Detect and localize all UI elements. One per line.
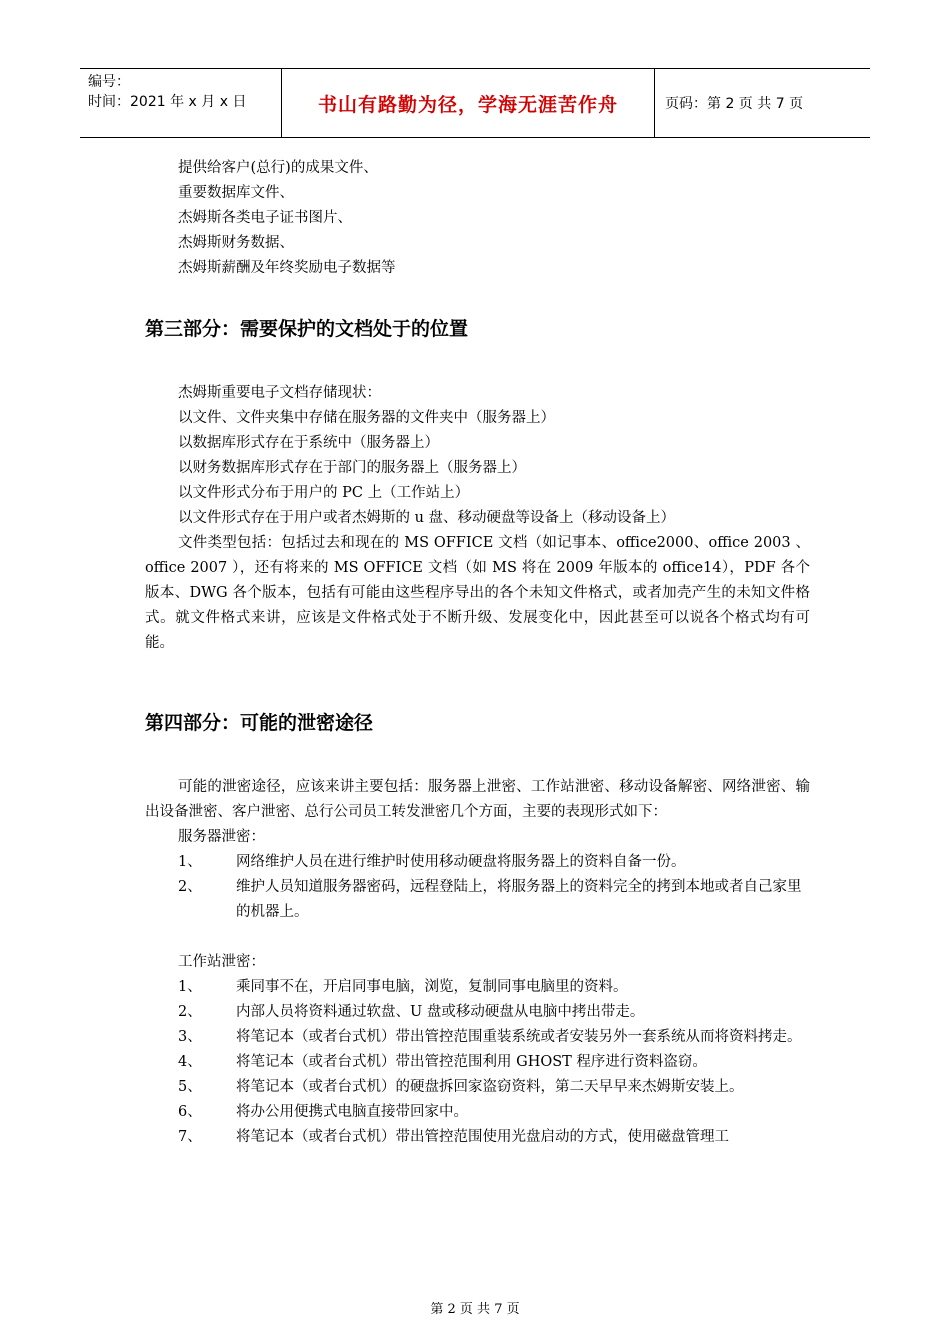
list-item [145, 1075, 810, 1100]
page-footer: 第 2 页 共 7 页 [430, 1302, 520, 1317]
number-label: 编号： [88, 74, 130, 90]
section3-line: 以财务数据库形式存在于部门的服务器上（服务器上） [178, 460, 526, 476]
intro-list [145, 156, 810, 281]
list-item-text: 将办公用便携式电脑直接带回家中。 [236, 1104, 468, 1120]
list-item-text: 将笔记本（或者台式机）的硬盘拆回家盗窃资料，第二天早早来杰姆斯安装上。 [236, 1079, 744, 1095]
list-item-text: 维护人员知道服务器密码，远程登陆上，将服务器上的资料完全的拷到本地或者自己家里的机器上。 [236, 879, 802, 920]
list-item-text: 将笔记本（或者台式机）带出管控范围重装系统或者安装另外一套系统从而将资料拷走。 [236, 1029, 802, 1045]
workstation-leak-title: 工作站泄密： [178, 954, 265, 970]
intro-line: 杰姆斯各类电子证书图片、 [178, 210, 352, 226]
section3-line: 以文件形式存在于用户或者杰姆斯的 u 盘、移动硬盘等设备上（移动设备上） [178, 510, 676, 526]
list-item-text: 将笔记本（或者台式机）带出管控范围利用 GHOST 程序进行资料盗窃。 [236, 1054, 707, 1070]
header-motto: 书山有路勤为径，学海无涯苦作舟 [282, 69, 655, 137]
section4-paragraph: 可能的泄密途径，应该来讲主要包括：服务器上泄密、工作站泄密、移动设备解密、网络泄密、输出设备泄密、客户泄密、总行公司员工转发泄密几个方面，主要的表现形式如下： [145, 779, 810, 820]
section3-body [145, 381, 810, 656]
list-item [145, 1025, 810, 1050]
list-item [145, 1125, 810, 1150]
section3-title: 第三部分：需要保护的文档处于的位置 [145, 318, 469, 340]
intro-line: 提供给客户(总行)的成果文件、 [178, 160, 378, 176]
section3-line: 杰姆斯重要电子文档存储现状： [178, 385, 381, 401]
section3-line: 以文件、文件夹集中存储在服务器的文件夹中（服务器上） [178, 410, 555, 426]
list-item-number: 2、 [178, 1004, 202, 1020]
list-item-number: 2、 [178, 879, 202, 895]
document-body [145, 156, 810, 1150]
page-header [80, 68, 870, 138]
header-meta [80, 69, 282, 137]
list-item-number: 5、 [178, 1079, 202, 1095]
list-item-number: 3、 [178, 1029, 202, 1045]
intro-line: 杰姆斯财务数据、 [178, 235, 294, 251]
list-item [145, 975, 810, 1000]
section3-line: 以数据库形式存在于系统中（服务器上） [178, 435, 439, 451]
section3-line: 以文件形式分布于用户的 PC 上（工作站上） [178, 485, 470, 501]
header-page-info: 页码：第 2 页 共 7 页 [665, 96, 804, 112]
server-leak-title: 服务器泄密： [178, 829, 265, 845]
list-item [145, 875, 810, 925]
list-item-number: 6、 [178, 1104, 202, 1120]
list-item-number: 1、 [178, 854, 202, 870]
section4-title: 第四部分：可能的泄密途径 [145, 712, 374, 734]
list-item [145, 1050, 810, 1075]
list-item-number: 7、 [178, 1129, 202, 1145]
list-item-text: 网络维护人员在进行维护时使用移动硬盘将服务器上的资料自备一份。 [236, 854, 686, 870]
section3-paragraph: 文件类型包括：包括过去和现在的 MS OFFICE 文档（如记事本、office2000、office 2003 、 office 2007 ），还有将来的 MS OFFICE 文档（如 MS 将在 2009 年版本的 office14），PDF 各个版本、DWG 各个版本，包括有可能由这些程序导出的各个未知文件格式，或者加壳产生的未知文件格式。就文件格式来讲，应该是文件格式处于不断升级、发展变化中，因此甚至可以说各个格式均有可能。 [145, 535, 810, 651]
intro-line: 重要数据库文件、 [178, 185, 294, 201]
list-item-number: 1、 [178, 979, 202, 995]
list-item [145, 850, 810, 875]
list-item-text: 乘同事不在，开启同事电脑，浏览，复制同事电脑里的资料。 [236, 979, 628, 995]
section4-body [145, 775, 810, 1150]
date-label: 时间：2021 年 x 月 x 日 [88, 94, 247, 110]
list-item-number: 4、 [178, 1054, 202, 1070]
list-item [145, 1100, 810, 1125]
intro-line: 杰姆斯薪酬及年终奖励电子数据等 [178, 260, 396, 276]
list-item [145, 1000, 810, 1025]
list-item-text: 将笔记本（或者台式机）带出管控范围使用光盘启动的方式，使用磁盘管理工 [236, 1129, 729, 1145]
list-item-text: 内部人员将资料通过软盘、U 盘或移动硬盘从电脑中拷出带走。 [236, 1004, 645, 1020]
